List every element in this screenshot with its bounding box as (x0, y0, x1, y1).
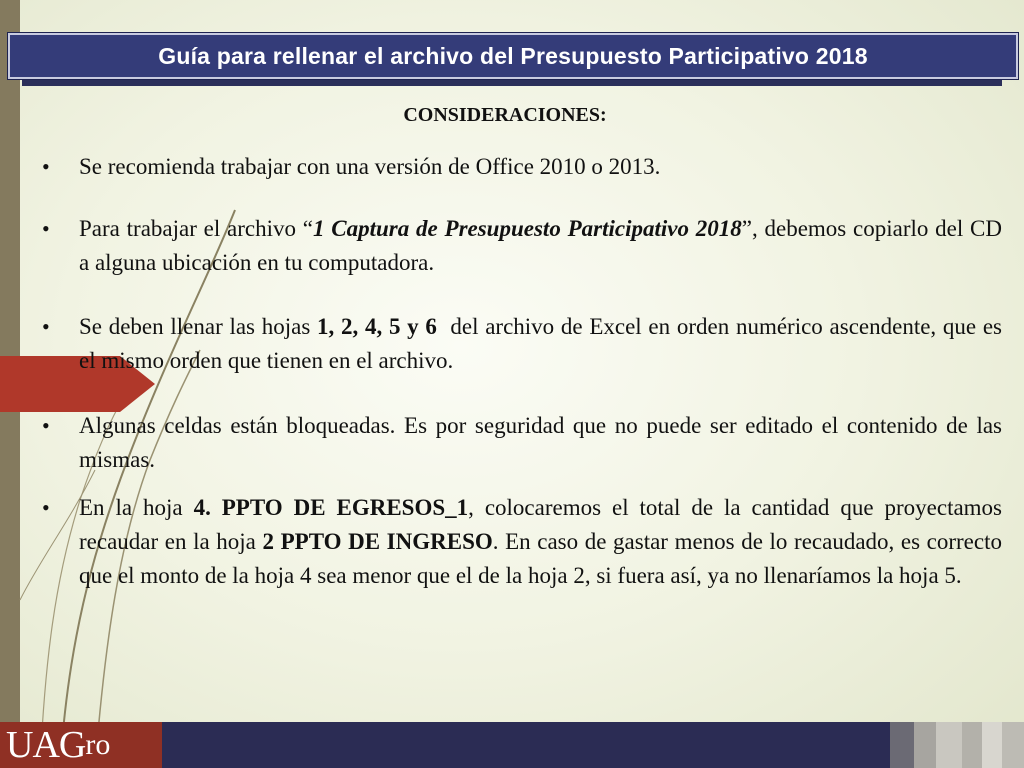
title-bar (8, 33, 1018, 79)
list-item: • Se recomienda trabajar con una versión de Office 2010 o 2013. (40, 150, 1002, 184)
uagro-logo (0, 722, 162, 768)
list-item: • Para trabajar el archivo “1 Captura de Presupuesto Participativo 2018”, debemos copiarlo del CD a alguna ubicación en tu computadora. (40, 212, 1002, 280)
footer-stripes (890, 722, 1024, 768)
sheet-name-egresos: 4. PPTO DE EGRESOS_1 (193, 495, 469, 520)
bullet-dot: • (42, 495, 50, 520)
considerations-list (40, 150, 1008, 593)
file-name: 1 Captura de Presupuesto Participativo 2018 (313, 216, 742, 241)
list-item: • Algunas celdas están bloqueadas. Es por seguridad que no puede ser editado el contenido de las mismas. (40, 409, 1002, 477)
slide-title: Guía para rellenar el archivo del Presupuesto Participativo 2018 (158, 42, 868, 69)
logo-main-text: UAG (6, 724, 86, 766)
bullet-dot: • (42, 154, 50, 179)
sheet-numbers: 1, 2, 4, 5 y 6 (317, 314, 437, 339)
section-heading: CONSIDERACIONES: (403, 104, 607, 126)
bullet-dot: • (42, 413, 50, 438)
bullet-dot: • (42, 216, 50, 241)
logo-small-text: ro (85, 728, 111, 761)
bullet-dot: • (42, 314, 50, 339)
list-item: • Se deben llenar las hojas 1, 2, 4, 5 y 6 del archivo de Excel en orden numérico ascendente, que es el mismo orden que tienen en el archivo. (40, 310, 1002, 378)
list-item: • En la hoja 4. PPTO DE EGRESOS_1, colocaremos el total de la cantidad que proyectamos recaudar en la hoja 2 PPTO DE INGRESO. En caso de gastar menos de lo recaudado, es correcto que el monto de la hoja 4 sea menor que el de la hoja 2, si fuera así, ya no llenaríamos la hoja 5. (40, 491, 1002, 593)
sheet-name-ingreso: 2 PPTO DE INGRESO (262, 529, 493, 554)
